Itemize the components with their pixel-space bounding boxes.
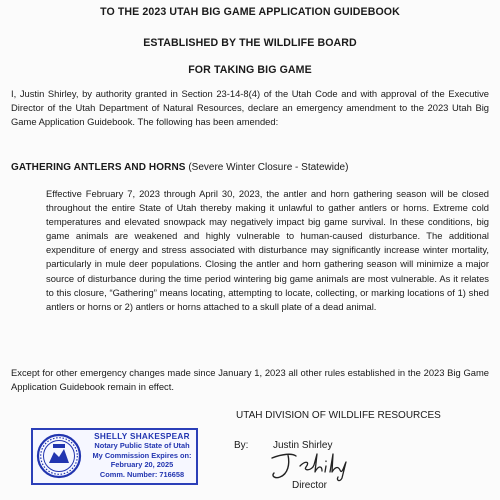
- notary-line-4: Comm. Number: 716658: [99, 469, 185, 479]
- notary-line-3: February 20, 2025: [110, 460, 174, 470]
- header-line-2: ESTABLISHED BY THE WILDLIFE BOARD: [143, 37, 357, 49]
- notary-line-2: My Commission Expires on:: [92, 450, 192, 460]
- notary-line-1: Notary Public State of Utah: [94, 441, 190, 451]
- section-heading: [11, 162, 348, 173]
- header-line-3: FOR TAKING BIG GAME: [188, 64, 312, 76]
- notary-stamp: [31, 428, 198, 485]
- by-label: By:: [234, 440, 249, 451]
- header-line-1: TO THE 2023 UTAH BIG GAME APPLICATION GUIDEBOOK: [100, 6, 400, 18]
- intro-paragraph: I, Justin Shirley, by authority granted in Section 23-14-8(4) of the Utah Code and with approval of the Executive Director of the Utah Department of Natural Resources, declare an emergency amendment to the 2023 Utah Big Game Application Guidebook. The following has been amended:: [11, 88, 489, 128]
- agency-name: UTAH DIVISION OF WILDLIFE RESOURCES: [236, 410, 441, 421]
- signature-icon: [262, 448, 362, 484]
- section-title: GATHERING ANTLERS AND HORNS: [11, 162, 186, 173]
- body-paragraph: Effective February 7, 2023 through April 30, 2023, the antler and horn gathering season will be closed throughout the entire State of Utah thereby making it unlawful to gather antlers or horns. Extreme cold temperatures and elevated snowpack may negatively impact big game survival. In these conditions, big game animals are weakened and highly vulnerable to human-caused disturbance. The additional expenditure of energy and stress associated with disturbance may significantly increase winter mortality, particularly in mule deer populations. Closing the antler and horn gathering season will minimize a major source of disturbance during the time period wintering big game animals are most vulnerable. As it relates to this closure, “Gathering” means locating, attempting to locate, collecting, or marking locations of 1) shed antlers or horns or 2) antlers or horns attached to a skull plate of a dead animal.: [46, 188, 489, 312]
- notary-name: SHELLY SHAKESPEAR: [94, 432, 190, 441]
- state-seal-icon: [36, 432, 82, 480]
- section-subtitle: (Severe Winter Closure - Statewide): [188, 162, 349, 173]
- notary-stamp-text: [87, 432, 197, 479]
- signer-title: Director: [292, 480, 328, 491]
- signer-name: Justin Shirley: [273, 440, 333, 451]
- closing-paragraph: Except for other emergency changes made since January 1, 2023 all other rules established in the 2023 Big Game Application Guidebook remain in effect.: [11, 367, 489, 393]
